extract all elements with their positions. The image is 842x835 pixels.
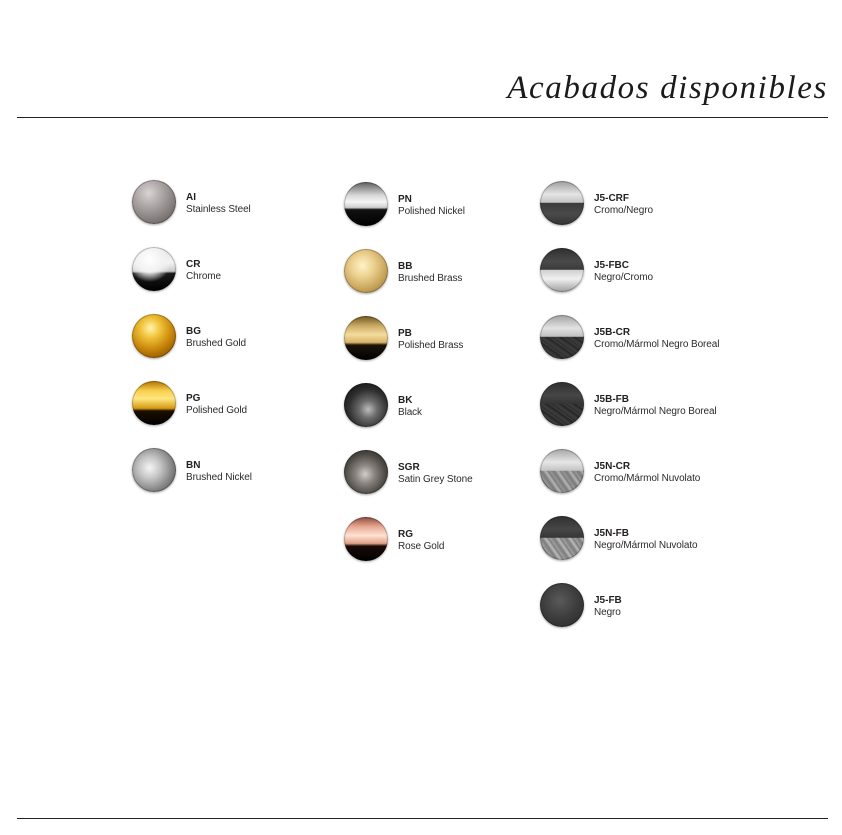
finish-swatch (132, 314, 176, 358)
finish-code: RG (398, 529, 413, 540)
finish-item (132, 381, 342, 429)
finish-item (540, 248, 750, 296)
finish-item (132, 180, 342, 228)
finish-item (540, 449, 750, 497)
finish-swatch (344, 450, 388, 494)
finish-swatch (132, 448, 176, 492)
finish-item (132, 448, 342, 496)
finish-name: Negro (594, 607, 621, 618)
finish-item (344, 383, 554, 431)
finish-item (540, 315, 750, 363)
finish-name: Negro/Mármol Nuvolato (594, 540, 698, 551)
finish-item (540, 382, 750, 430)
finish-name: Negro/Mármol Negro Boreal (594, 406, 717, 417)
finish-swatch (344, 182, 388, 226)
finish-item (132, 247, 342, 295)
finish-item (540, 583, 750, 631)
finish-swatch (132, 381, 176, 425)
finish-name: Polished Brass (398, 340, 464, 351)
finish-swatch (540, 382, 584, 426)
finish-name: Polished Gold (186, 405, 247, 416)
header-divider (17, 117, 828, 118)
finish-name: Brushed Gold (186, 338, 246, 349)
finish-item (344, 316, 554, 364)
finish-code: CR (186, 259, 201, 270)
finish-code: J5B-CR (594, 327, 631, 338)
finish-code: J5-FBC (594, 260, 630, 271)
finish-code: J5-CRF (594, 193, 630, 204)
finish-code: PG (186, 393, 201, 404)
finish-swatch (540, 516, 584, 560)
finish-item (344, 182, 554, 230)
finish-code: J5B-FB (594, 394, 630, 405)
finish-name: Chrome (186, 271, 221, 282)
finish-swatch (344, 249, 388, 293)
finish-name: Cromo/Negro (594, 205, 653, 216)
finish-code: SGR (398, 462, 420, 473)
finish-item (132, 314, 342, 362)
finish-code: PB (398, 328, 412, 339)
finish-name: Cromo/Mármol Negro Boreal (594, 339, 720, 350)
finish-name: Brushed Nickel (186, 472, 252, 483)
finish-code: BG (186, 326, 201, 337)
finish-name: Cromo/Mármol Nuvolato (594, 473, 701, 484)
finish-code: PN (398, 194, 412, 205)
finish-name: Rose Gold (398, 541, 445, 552)
finish-code: AI (186, 192, 196, 203)
finish-code: BB (398, 261, 413, 272)
finish-swatch (344, 316, 388, 360)
finish-swatch (132, 180, 176, 224)
finish-item (344, 450, 554, 498)
finish-swatch (540, 583, 584, 627)
finish-item (540, 181, 750, 229)
finish-swatch (540, 248, 584, 292)
finish-swatch (344, 517, 388, 561)
finish-code: BN (186, 460, 201, 471)
finish-name: Satin Grey Stone (398, 474, 473, 485)
finish-code: J5N-CR (594, 461, 631, 472)
finish-swatch (540, 181, 584, 225)
page-title: Acabados disponibles (507, 70, 828, 106)
finish-code: J5-FB (594, 595, 622, 606)
finish-name: Negro/Cromo (594, 272, 653, 283)
finish-name: Polished Nickel (398, 206, 465, 217)
finish-name: Brushed Brass (398, 273, 463, 284)
finish-code: J5N-FB (594, 528, 630, 539)
finish-swatch (540, 449, 584, 493)
footer-divider (17, 818, 828, 819)
finish-item (344, 517, 554, 565)
finish-code: BK (398, 395, 413, 406)
finish-swatch (540, 315, 584, 359)
finish-swatch (344, 383, 388, 427)
finish-name: Black (398, 407, 422, 418)
finish-item (540, 516, 750, 564)
finish-name: Stainless Steel (186, 204, 251, 215)
finish-swatch (132, 247, 176, 291)
finish-item (344, 249, 554, 297)
